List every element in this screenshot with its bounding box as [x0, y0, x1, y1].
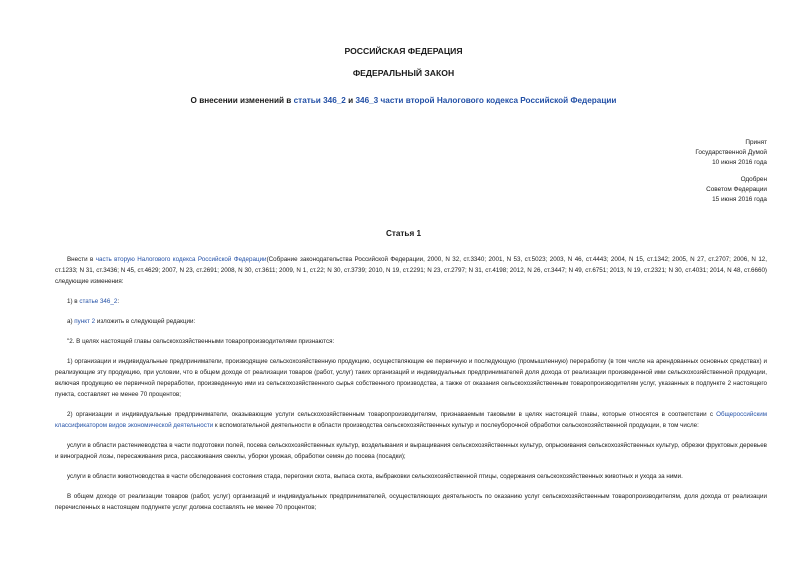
adoption-line-2: Государственной Думой: [695, 149, 767, 156]
point-2-link[interactable]: пункт 2: [74, 318, 96, 325]
adoption-line-1: Принят: [745, 139, 767, 146]
approval-line-2: Советом Федерации: [706, 186, 767, 193]
article-heading: Статья 1: [385, 229, 422, 238]
approval-line-3: 15 июня 2016 года: [712, 196, 767, 203]
adoption-block: [695, 138, 767, 168]
document-type-heading: ФЕДЕРАЛЬНЫЙ ЗАКОН: [352, 68, 455, 78]
law-title-link-346-3[interactable]: 346_3 части второй Налогового кодекса Российской Федерации: [355, 96, 617, 105]
paragraph-intro-prefix: Внести в: [67, 256, 96, 263]
paragraph-item-1: [55, 296, 767, 307]
law-title-mid: и: [345, 96, 356, 105]
paragraph-item-a-suffix: изложить в следующей редакции:: [95, 318, 196, 325]
article-body: [55, 254, 767, 522]
article-346-2-link[interactable]: статье 346_2: [79, 298, 118, 305]
paragraph-subitem-2-prefix: 2) организации и индивидуальные предприниматели, оказывающие услуги сельскохозяйственным товаропроизводителям, признаваемым таковыми в целях настоящей главы, которые относятся в соответствии с: [67, 411, 717, 418]
adoption-line-3: 10 июня 2016 года: [712, 159, 767, 166]
paragraph-subitem-2-rest: к вспомогательной деятельности в области производства сельскохозяйственных культур и послеуборочной обработки сельскохозяйственной продукции, в том числе:: [213, 422, 699, 429]
paragraph-intro-rest: (Собрание законодательства Российской Федерации, 2000, N 32, ст.3340; 2001, N 53, ст.5023; 2003, N 46, ст.4443; 2004, N 15, ст.1342; 2005, N 27, ст.2707; 2006, N 12, ст.1233; N 31, ст.3436; N 45, ст.4629; 2007, N 23, ст.2691; 2008, N 30, ст.3611; 2009, N 1, ст.22; N 30, ст.3739; 2010, N 19, ст.2291; N 23, ст.2797; N 31, ст.4198; 2012, N 26, ст.3447; N 49, ст.6751; 2013, N 19, ст.2321; N 30, ст.4031; 2014, N 48, ст.6660) следующие изменения:: [55, 256, 768, 285]
paragraph-subitem-1: 1) организации и индивидуальные предприниматели, производящие сельскохозяйственную продукцию, осуществляющие ее первичную и последующую (промышленную) переработку (в том числе на арендованных основных средствах) и реализующие эту продукцию, при условии, что в общем доходе от реализации товаров (работ, услуг) таких организаций и индивидуальных предпринимателей доля дохода от реализации произведенной ими сельскохозяйственной продукции, включая продукцию ее первичной переработки, произведенную ими из сельскохозяйственного сырья собственного производства, а также от оказания сельскохозяйственным товаропроизводителям услуг, указанных в подпункте 2 настоящего пункта, составляет не менее 70 процентов;: [55, 358, 767, 398]
paragraph-item-1-suffix: :: [117, 298, 120, 305]
approval-block: [706, 175, 767, 205]
paragraph-livestock-services: услуги в области животноводства в части обследования состояния стада, перегонки скота, выпаса скота, выбраковки сельскохозяйственной птицы, содержания сельскохозяйственных животных и ухода за ними.: [67, 473, 683, 480]
paragraph-subitem-2: [55, 409, 767, 431]
paragraph-item-1-prefix: 1) в: [67, 298, 80, 305]
document-country-heading: РОССИЙСКАЯ ФЕДЕРАЦИЯ: [344, 46, 463, 56]
tax-code-part-two-link[interactable]: часть вторую Налогового кодекса Российской Федерации: [95, 256, 267, 263]
paragraph-income-share: В общем доходе от реализации товаров (работ, услуг) организаций и индивидуальных предпринимателей, осуществляющих деятельность по оказанию услуг сельскохозяйственным товаропроизводителям, доля дохода от реализации перечисленных в настоящем подпункте услуг должна составлять не менее 70 процентов;: [55, 493, 767, 511]
okved-classifier-link[interactable]: Общероссийским классификатором видов экономической деятельности: [55, 411, 767, 429]
approval-line-1: Одобрен: [740, 176, 767, 183]
paragraph-item-a-prefix: а): [67, 318, 75, 325]
law-title-prefix: О внесении изменений в: [190, 96, 294, 105]
paragraph-intro: [55, 254, 767, 287]
paragraph-definition: "2. В целях настоящей главы сельскохозяйственными товаропроизводителями признаются:: [67, 338, 335, 345]
paragraph-item-a: [55, 316, 767, 327]
law-title-link-346-2[interactable]: статьи 346_2: [293, 96, 346, 105]
paragraph-crop-services: услуги в области растениеводства в части подготовки полей, посева сельскохозяйственных культур, возделывания и выращивания сельскохозяйственных культур, опрыскивания сельскохозяйственных культур, обрезки фруктовых деревьев и виноградной лозы, пересаживания риса, рассаживания свеклы, уборки урожая, обработки семян до посева (посадки);: [55, 442, 767, 460]
law-title: [0, 96, 807, 105]
